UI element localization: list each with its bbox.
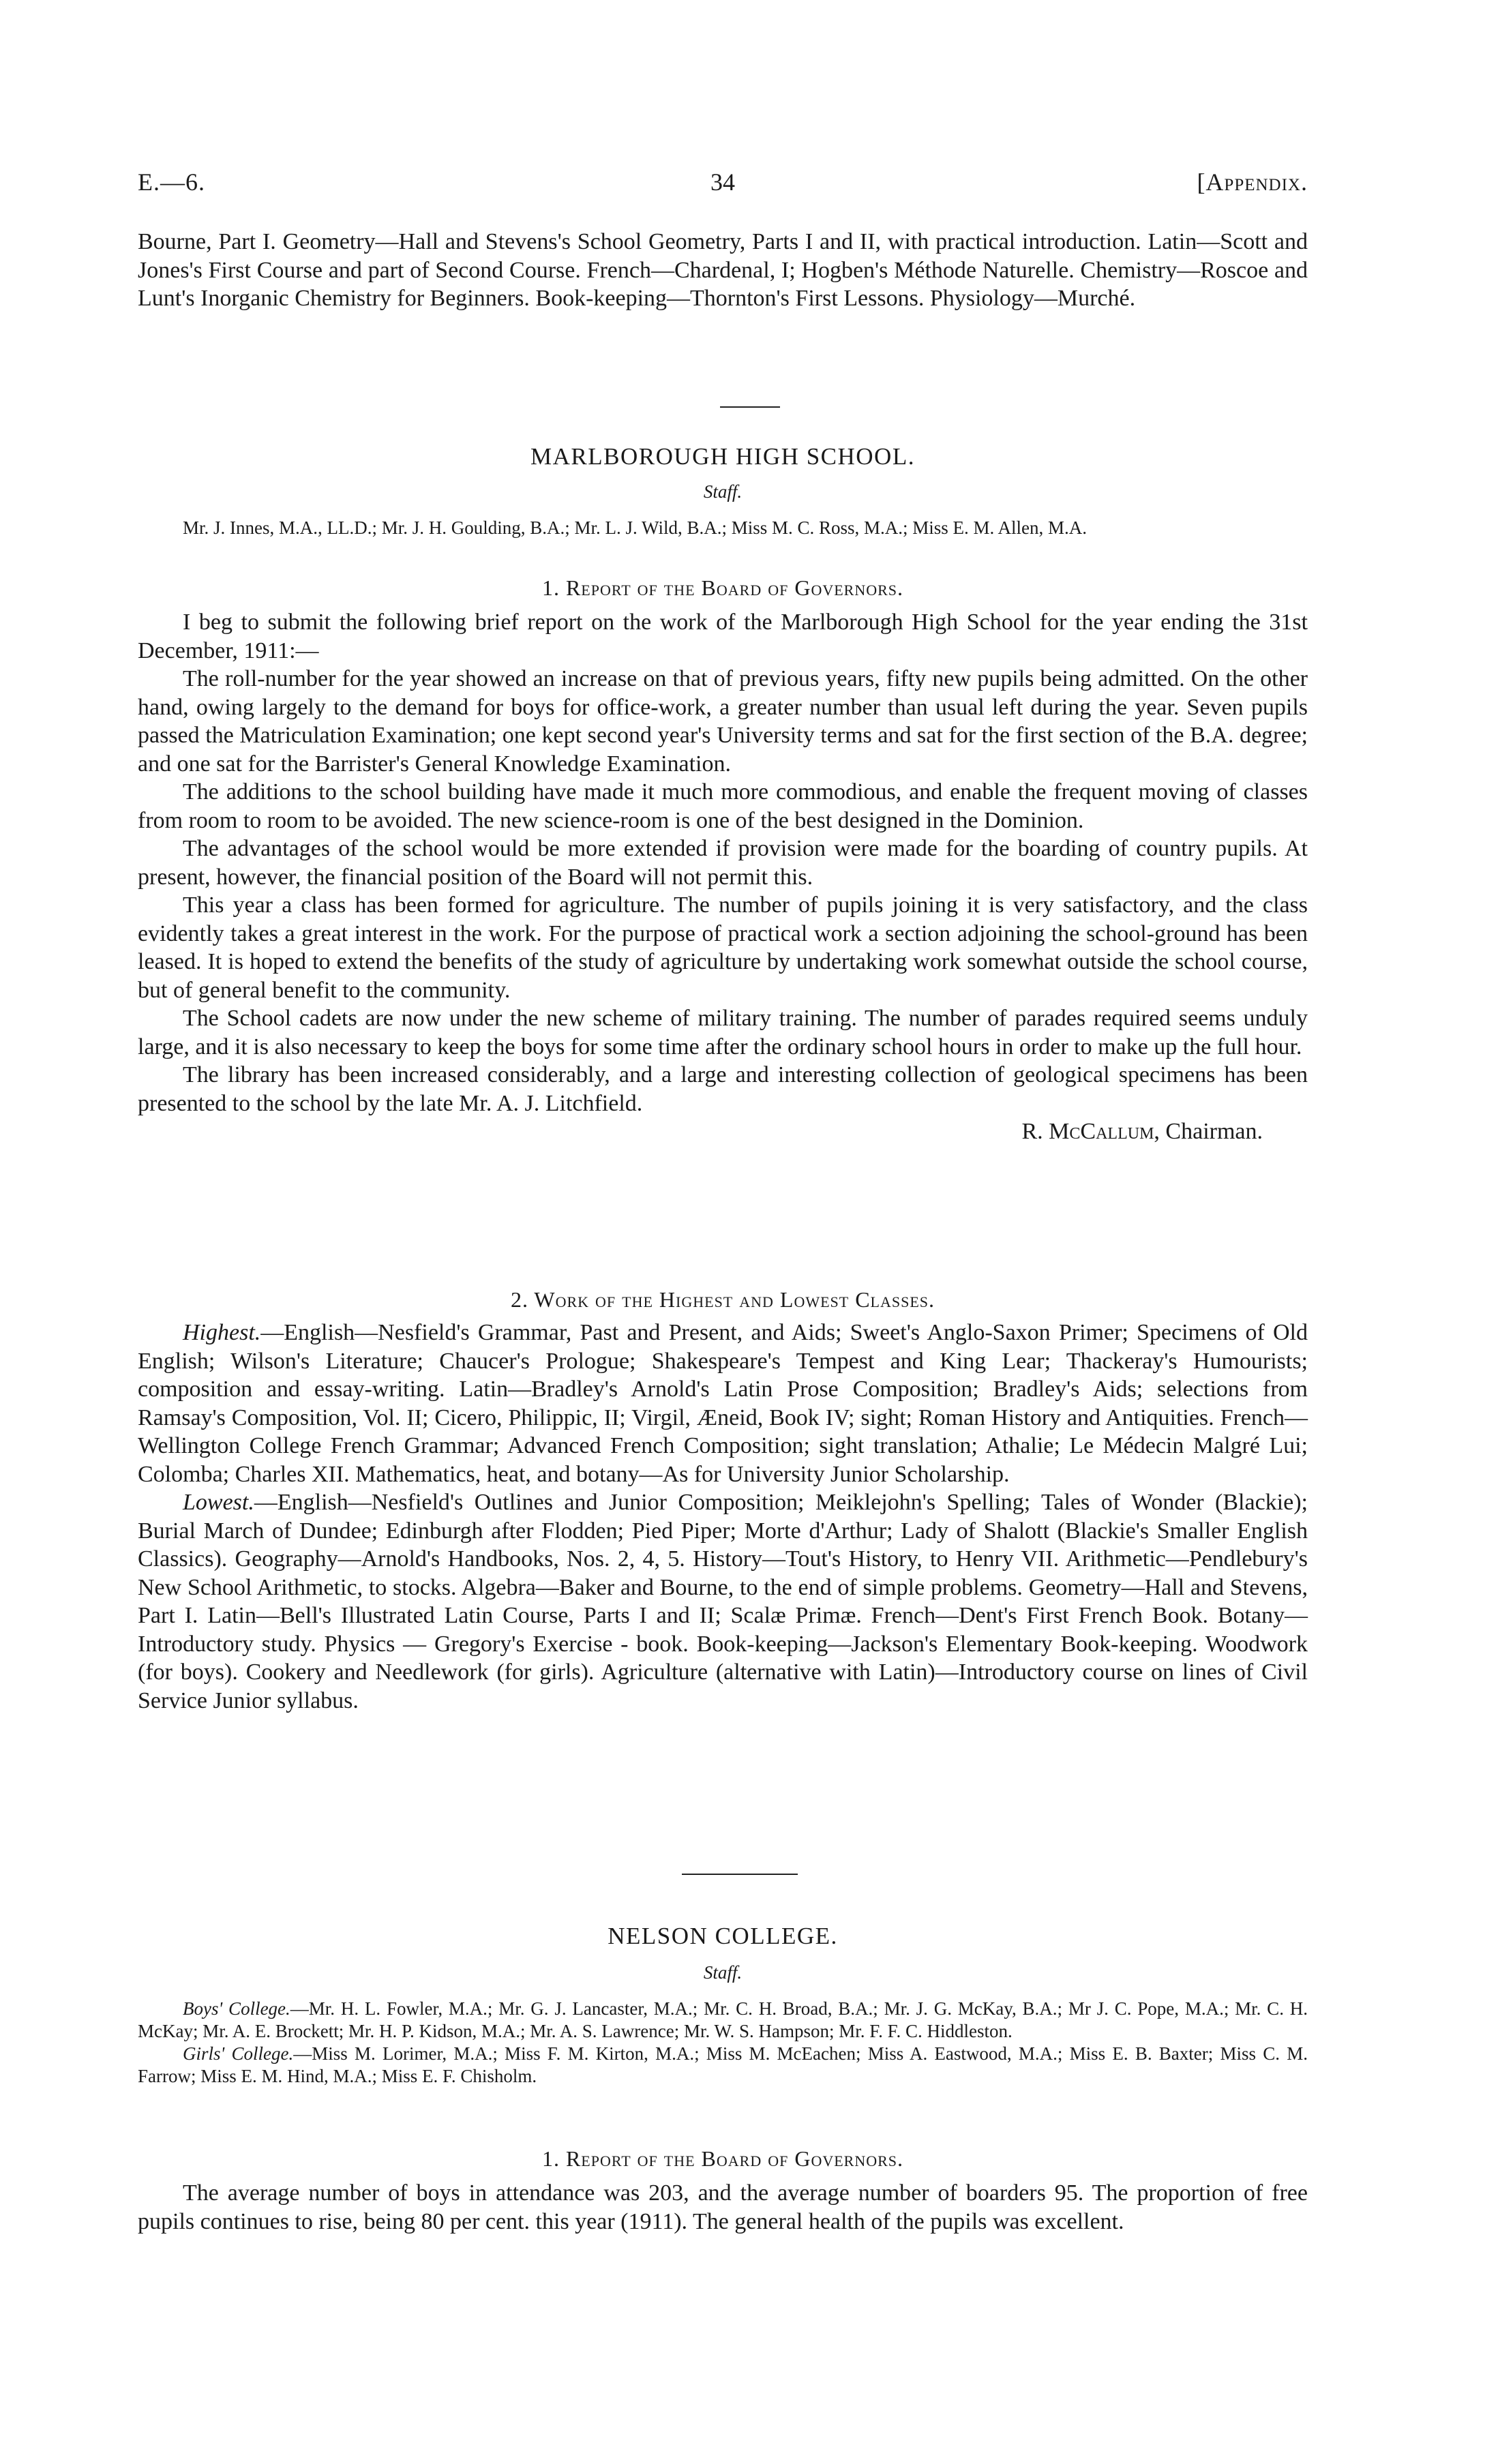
staff-label: Staff.	[703, 481, 743, 502]
classes-body	[138, 1319, 1308, 1715]
boys-college-label: Boys' College.	[183, 1998, 290, 2019]
signature	[138, 1117, 1308, 1146]
work-heading: 2. Work of the Highest and Lowest Classes.	[510, 1287, 935, 1312]
girls-college-text: —Miss M. Lorimer, M.A.; Miss F. M. Kirton, M.A.; Miss M. McEachen; Miss A. Eastwood, M.A.; Miss E. B. Baxter; Miss C. M. Farrow; Miss E. M. Hind, M.A.; Miss E. F. Chisholm.	[138, 2043, 1308, 2086]
header-reference: E.—6.	[138, 168, 205, 196]
lowest-text: —English—Nesfield's Outlines and Junior Composition; Meiklejohn's Spelling; Tales of Wonder (Blackie); Burial March of Dundee; Edinburgh after Flodden; Pied Piper; Morte d'Arthur; Lady of Shalott (Blackie's Smaller English Classics). Geography—Arnold's Handbooks, Nos. 2, 4, 5. History—Tout's History, to Henry VII. Arithmetic—Pendlebury's New School Arithmetic, to stocks. Algebra—Baker and Bourne, to the end of simple problems. Geometry—Hall and Stevens, Part I. Latin—Bell's Illustrated Latin Course, Parts I and II; Scalæ Primæ. French—Dent's First French Book. Botany—Introductory study. Physics — Gregory's Exercise - book. Book-keeping—Jackson's Elementary Book-keeping. Woodwork (for boys). Cookery and Needlework (for girls). Agriculture (alternative with Latin)—Introductory course on lines of Civil Service Junior syllabus.	[138, 1490, 1308, 1713]
report-paragraph: This year a class has been formed for agriculture. The number of pupils joining it is very satisfactory, and the class evidently takes a great interest in the work. For the purpose of practical work a section adjoining the school-ground has been leased. It is hoped to extend the benefits of the study of agriculture by undertaking work somewhat outside the school course, but of general benefit to the community.	[138, 892, 1308, 1003]
report-paragraph: The advantages of the school would be more extended if provision were made for the boarding of country pupils. At present, however, the financial position of the Board will not permit this.	[138, 836, 1308, 890]
signature-name: R. McCallum	[1021, 1119, 1154, 1144]
report-paragraph: The additions to the school building have made it much more commodious, and enable the frequent moving of classes from room to room to be avoided. The new science-room is one of the best designed in the Dominion.	[138, 779, 1308, 833]
highest-text: —English—Nesfield's Grammar, Past and Present, and Aids; Sweet's Anglo-Saxon Primer; Specimens of Old English; Wilson's Literature; Chaucer's Prologue; Shakespeare's Tempest and King Lear; Thackeray's Humourists; composition and essay-writing. Latin—Bradley's Arnold's Latin Prose Composition; Bradley's Aids; selections from Ramsay's Composition, Vol. II; Cicero, Philippic, II; Virgil, Æneid, Book IV; sight; Roman History and Antiquities. French—Wellington College French Grammar; Advanced French Composition; sight translation; Athalie; Le Médecin Malgré Lui; Colomba; Charles XII. Mathematics, heat, and botany—As for University Junior Scholarship.	[138, 1320, 1308, 1487]
page-number: 34	[710, 168, 735, 196]
signature-title: , Chairman.	[1154, 1119, 1263, 1144]
report-paragraph: The roll-number for the year showed an increase on that of previous years, fifty new pupils being admitted. On the other hand, owing largely to the demand for boys for office-work, a greater number than usual left during the year. Seven pupils passed the Matriculation Examination; one kept second year's University terms and sat for the first section of the B.A. degree; and one sat for the Barrister's General Knowledge Examination.	[138, 666, 1308, 777]
report-heading: 1. Report of the Board of Governors.	[541, 2146, 904, 2171]
report-paragraph: The average number of boys in attendance was 203, and the average number of boarders 95. The proportion of free pupils continues to rise, being 80 per cent. this year (1911). The general health of the pupils was excellent.	[138, 2180, 1308, 2234]
highest-class-paragraph	[138, 1319, 1308, 1488]
lowest-class-paragraph	[138, 1488, 1308, 1715]
report-paragraph: The School cadets are now under the new scheme of military training. The number of parades required seems unduly large, and it is also necessary to keep the boys for some time after the ordinary school hours in order to make up the full hour.	[138, 1006, 1308, 1060]
highest-label: Highest.	[183, 1320, 261, 1345]
staff-list-text: Mr. J. Innes, M.A., LL.D.; Mr. J. H. Goulding, B.A.; Mr. L. J. Wild, B.A.; Miss M. C. Ross, M.A.; Miss E. M. Allen, M.A.	[183, 517, 1088, 538]
staff-list	[138, 517, 1308, 539]
report-heading: 1. Report of the Board of Governors.	[541, 575, 904, 600]
continuation-paragraph	[138, 228, 1308, 313]
staff-label: Staff.	[703, 1962, 743, 1983]
lowest-label: Lowest.	[183, 1490, 254, 1515]
header-section: [Appendix.	[1197, 168, 1308, 196]
page-header	[138, 168, 1308, 202]
boys-college-text: —Mr. H. L. Fowler, M.A.; Mr. G. J. Lancaster, M.A.; Mr. C. H. Broad, B.A.; Mr. J. G. McKay, B.A.; Mr J. C. Pope, M.A.; Mr. C. H. McKay; Mr. A. E. Brockett; Mr. H. P. Kidson, M.A.; Mr. A. S. Lawrence; Mr. W. S. Hampson; Mr. F. F. C. Hiddleston.	[138, 1998, 1308, 2041]
nelson-report-body	[138, 2179, 1308, 2236]
girls-college-staff	[138, 2043, 1308, 2088]
continuation-text: Bourne, Part I. Geometry—Hall and Stevens's School Geometry, Parts I and II, with practical introduction. Latin—Scott and Jones's First Course and part of Second Course. French—Chardenal, I; Hogben's Méthode Naturelle. Chemistry—Roscoe and Lunt's Inorganic Chemistry for Beginners. Book-keeping—Thornton's First Lessons. Physiology—Murché.	[138, 229, 1308, 311]
report-paragraph: The library has been increased considerably, and a large and interesting collection of geological specimens has been presented to the school by the late Mr. A. J. Litchfield.	[138, 1062, 1308, 1116]
section-title-marlborough: MARLBOROUGH HIGH SCHOOL.	[530, 443, 915, 470]
report-paragraph: I beg to submit the following brief report on the work of the Marlborough High School for the year ending the 31st December, 1911:—	[138, 610, 1308, 663]
boys-college-staff	[138, 1998, 1308, 2043]
section-divider	[682, 1874, 798, 1875]
girls-college-label: Girls' College.	[183, 2043, 294, 2064]
staff-list	[138, 1998, 1308, 2088]
report-body	[138, 608, 1308, 1146]
section-divider	[720, 406, 780, 408]
section-title-nelson: NELSON COLLEGE.	[608, 1923, 838, 1949]
